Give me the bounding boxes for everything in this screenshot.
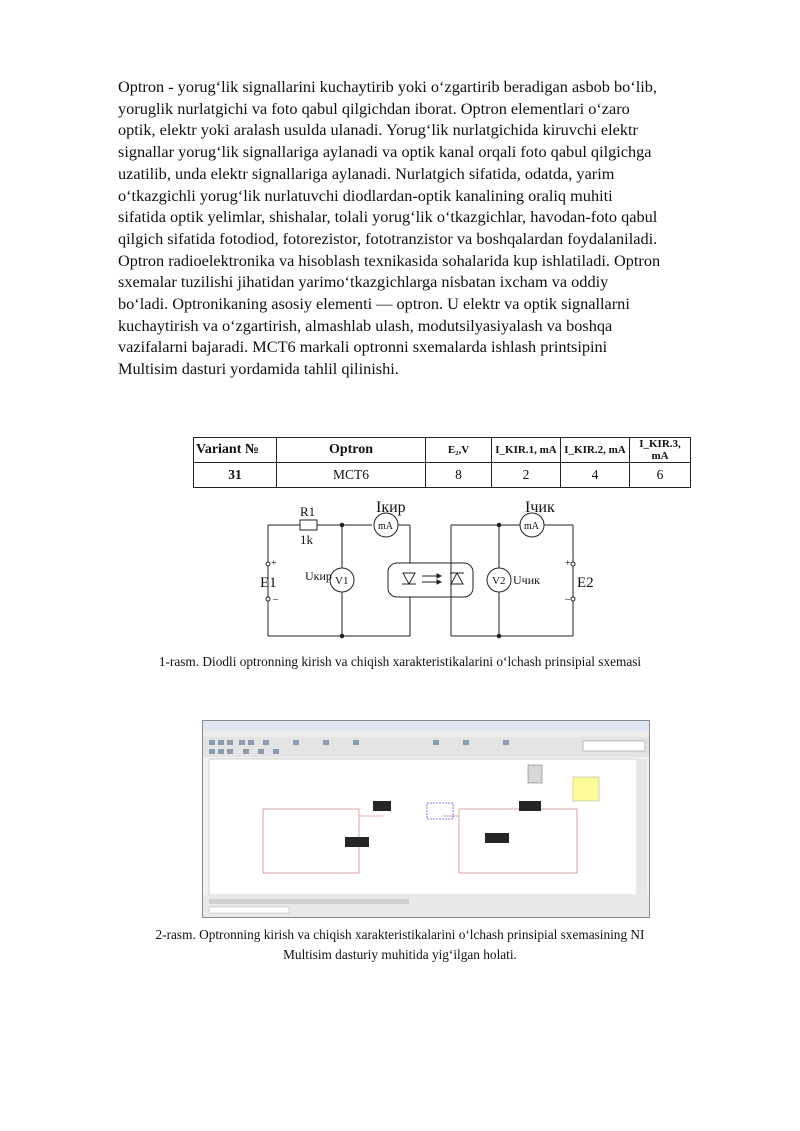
right-toolbar xyxy=(637,759,647,895)
table-header-cell: E₂,V xyxy=(426,438,492,463)
paragraph-line: Optron radioelektronika va hisoblash texnikasida sohalarida kup ishlatiladi. Optron xyxy=(118,250,661,270)
menu-bar xyxy=(203,731,649,737)
paragraph-line: o‘tkazgichli yorug‘lik nurlatuvchi diodlardan-optik kanalining oraliq muhiti xyxy=(118,185,613,205)
junction-dot xyxy=(340,634,344,638)
paragraph-line: Optron - yorug‘lik signallarini kuchaytirib yoki o‘zgartirib beradigan asbob bo‘lib, xyxy=(118,77,657,96)
terminal-icon xyxy=(266,597,270,601)
paragraph-line: yoruglik nurlatgichi va foto qabul qilgichdan iborat. Optron elementlari o‘zaro xyxy=(118,98,630,118)
sheet-tab xyxy=(209,907,289,913)
figure-2-caption xyxy=(0,925,800,965)
table-header-row xyxy=(194,438,691,463)
r1-label: R1 xyxy=(300,504,316,519)
paragraph-line: sifatida optik yelimlar, shishalar, tolali yorug‘lik o‘tkazgichlar, havodan-foto qabul xyxy=(118,207,658,227)
terminal-icon xyxy=(266,562,270,566)
table-header-cell: Variant № xyxy=(194,438,277,463)
table-cell: 8 xyxy=(426,463,492,488)
e1-label: E1 xyxy=(260,575,277,591)
r1-value: 1k xyxy=(300,532,313,547)
table-header-cell: Optron xyxy=(277,438,426,463)
variant-table xyxy=(193,437,691,488)
paragraph-line: uzatilib, unda elektr signallariga aylanadi. Nurlatgich sifatida, odatda, yarim xyxy=(118,163,615,183)
e2-label: E2 xyxy=(577,575,594,591)
scrollbar xyxy=(209,899,409,904)
table-cell: 4 xyxy=(561,463,630,488)
table-header-cell: I_KIR.1, mA xyxy=(492,438,561,463)
multisim-screenshot xyxy=(202,720,650,918)
table-row xyxy=(194,463,691,488)
table-cell: 6 xyxy=(630,463,691,488)
toolbar xyxy=(203,737,649,757)
description-box xyxy=(573,777,599,801)
junction-dot xyxy=(340,523,344,527)
v1-label: V1 xyxy=(335,575,349,587)
paragraph-line: optik, elektr yoki aralash usulda ulanadi. Yorug‘lik nurlatgichida kiruvchi elektr xyxy=(118,120,638,140)
multimeter-1 xyxy=(373,801,391,811)
paragraph-line: qilgich sifatida fotodiod, fotorezistor, fototranzistor va boshqalardan foydalaniladi. xyxy=(118,228,658,248)
caption2-line2: Multisim dasturiy muhitida yig‘ilgan holati. xyxy=(283,947,517,962)
status-area xyxy=(203,895,649,917)
terminal-icon xyxy=(571,597,575,601)
u-in-label: Uкир xyxy=(305,569,332,583)
e2-plus: + xyxy=(565,558,571,569)
probe-part xyxy=(528,765,542,783)
ammeter-out-label: mA xyxy=(524,521,539,532)
resistor-r1 xyxy=(300,520,317,530)
multisim-window-image xyxy=(203,721,649,917)
e1-plus: + xyxy=(271,558,277,569)
paragraph-line: vazifalarni bajaradi. MCT6 markali optronni sxemalarda ishlash printsipini xyxy=(118,337,608,357)
table-cell: 31 xyxy=(194,463,277,488)
table-cell: 2 xyxy=(492,463,561,488)
multimeter-4 xyxy=(485,833,509,843)
junction-dot xyxy=(497,523,501,527)
i-out-label: Iчик xyxy=(525,499,555,516)
title-bar xyxy=(203,721,649,731)
table-header-cell: I_KIR.3, mA xyxy=(630,438,691,463)
toolbar-dropdown xyxy=(583,741,645,751)
multimeter-2 xyxy=(345,837,369,847)
terminal-icon xyxy=(571,562,575,566)
paragraph-line: sxemalar tuzilishi jihatidan yarimo‘tkazgichlarga nisbatan ixcham va oddiy xyxy=(118,272,609,292)
figure-1-caption: 1-rasm. Diodli optronning kirish va chiqish xarakteristikalarini o‘lchash prinsipial sxemasi xyxy=(158,654,642,669)
junction-dot xyxy=(497,634,501,638)
paragraph-line: bo‘ladi. Optronikaning asosiy elementi — optron. U elektr va optik signallarni xyxy=(118,294,630,314)
multimeter-3 xyxy=(519,801,541,811)
e1-minus: – xyxy=(273,594,278,605)
caption2-line1: 2-rasm. Optronning kirish va chiqish xarakteristikalarini o‘lchash prinsipial sxemasining NI xyxy=(155,927,645,942)
body-paragraph xyxy=(118,76,750,380)
i-in-label: Iкир xyxy=(376,499,406,516)
table-header-cell: I_KIR.2, mA xyxy=(561,438,630,463)
circuit-schematic xyxy=(255,490,595,645)
v2-label: V2 xyxy=(492,575,506,587)
u-out-label: Uчик xyxy=(513,573,540,587)
paragraph-line: kuchaytirish va o‘zgartirish, almashlab ulash, modutsilyasiyalash va boshqa xyxy=(118,315,613,335)
paragraph-line: signallar yorug‘lik signallariga aylanadi va optik kanal orqali foto qabul qilgichga xyxy=(118,142,652,162)
ammeter-in-label: mA xyxy=(378,521,393,532)
table-cell: MCT6 xyxy=(277,463,426,488)
paragraph-line: Multisim dasturi yordamida tahlil qilinishi. xyxy=(118,359,399,379)
e2-minus: – xyxy=(565,594,570,605)
